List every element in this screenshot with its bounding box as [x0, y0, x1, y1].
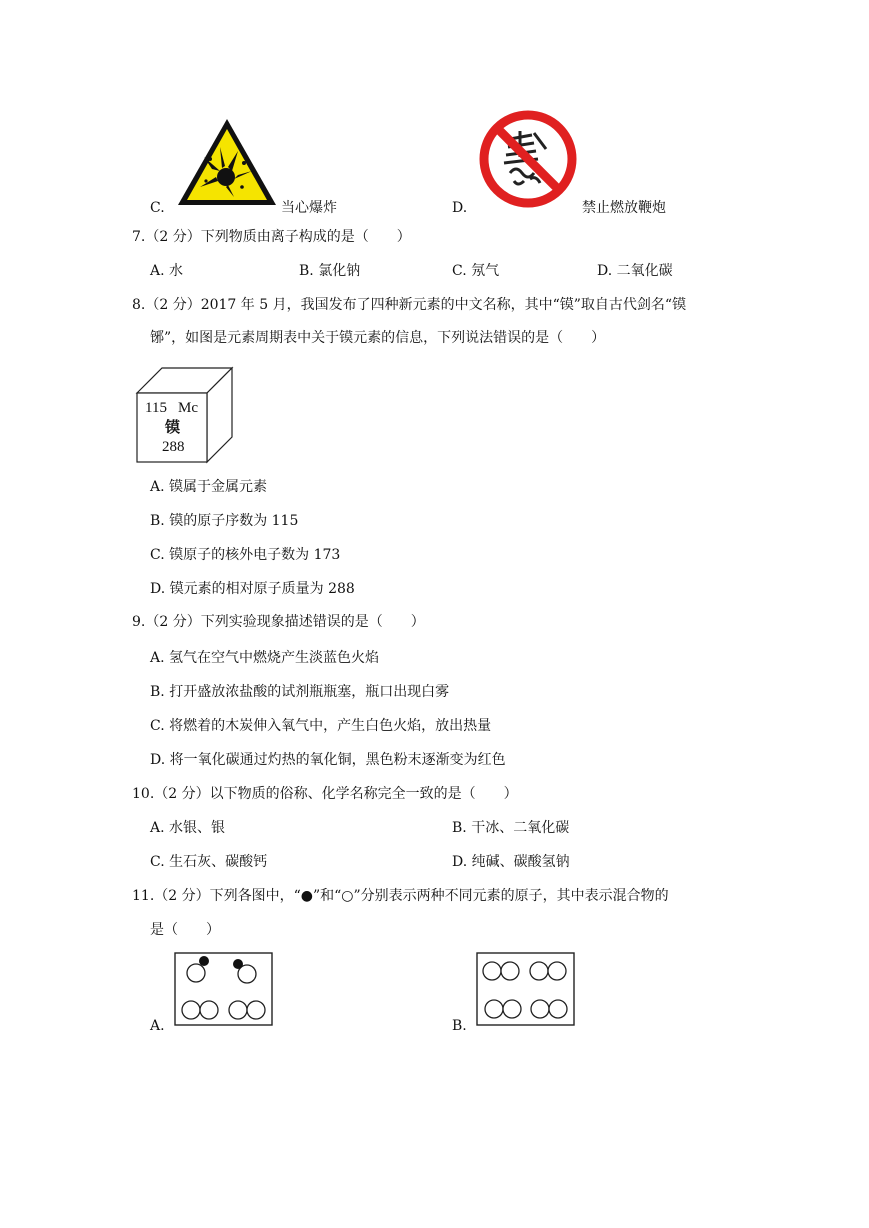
option-c: C. 氖气 — [452, 263, 500, 279]
option-a-molecule-diagram — [174, 952, 274, 1027]
option-a-letter: A. — [150, 1018, 165, 1034]
question-stem-line-2: 是（ ） — [150, 922, 220, 938]
question-stem-line-1: 11.（2 分）下列各图中，“●”和“○”分别表示两种不同元素的原子，其中表示混合物的 — [132, 888, 669, 904]
question-stem: 10.（2 分）以下物质的俗称、化学名称完全一致的是（ ） — [132, 786, 518, 802]
option-d: D. 二氧化碳 — [597, 263, 673, 279]
option-c: C. 生石灰、碳酸钙 — [150, 854, 268, 870]
question-stem: 7.（2 分）下列物质由离子构成的是（ ） — [132, 229, 411, 245]
option-a: A. 水银、银 — [150, 820, 226, 836]
option-c: C. 将燃着的木炭伸入氧气中，产生白色火焰，放出热量 — [150, 718, 492, 734]
option-a: A. 镆属于金属元素 — [150, 479, 268, 495]
option-label: 禁止燃放鞭炮 — [582, 200, 666, 216]
explosion-warning-icon — [176, 117, 278, 207]
option-c: C. 镆原子的核外电子数为 173 — [150, 547, 341, 563]
option-label: 当心爆炸 — [281, 200, 337, 216]
element-mass: 288 — [162, 439, 185, 455]
no-firecrackers-icon — [476, 109, 580, 209]
element-symbol: Mc — [178, 400, 198, 416]
option-b: B. 氯化钠 — [299, 263, 361, 279]
question-stem: 9.（2 分）下列实验现象描述错误的是（ ） — [132, 614, 425, 630]
element-atomic-number: 115 — [145, 400, 167, 416]
question-stem-line-1: 8.（2 分）2017 年 5 月，我国发布了四种新元素的中文名称，其中“镆”取自古代剑名“镆 — [132, 297, 687, 313]
option-a: A. 水 — [150, 263, 184, 279]
option-letter: C. — [150, 200, 165, 216]
option-b: B. 打开盛放浓盐酸的试剂瓶瓶塞，瓶口出现白雾 — [150, 684, 450, 700]
option-b: B. 镆的原子序数为 115 — [150, 513, 299, 529]
question-stem-line-2: 铘”，如图是元素周期表中关于镆元素的信息，下列说法错误的是（ ） — [150, 330, 606, 346]
option-b-molecule-diagram — [476, 952, 576, 1027]
option-d: D. 镆元素的相对原子质量为 288 — [150, 581, 355, 597]
element-name: 镆 — [165, 418, 181, 436]
option-letter: D. — [452, 200, 468, 216]
option-d: D. 纯碱、碳酸氢钠 — [452, 854, 570, 870]
option-b: B. 干冰、二氧化碳 — [452, 820, 570, 836]
option-a: A. 氢气在空气中燃烧产生淡蓝色火焰 — [150, 650, 380, 666]
option-d: D. 将一氧化碳通过灼热的氧化铜，黑色粉末逐渐变为红色 — [150, 752, 506, 768]
option-b-letter: B. — [452, 1018, 467, 1034]
